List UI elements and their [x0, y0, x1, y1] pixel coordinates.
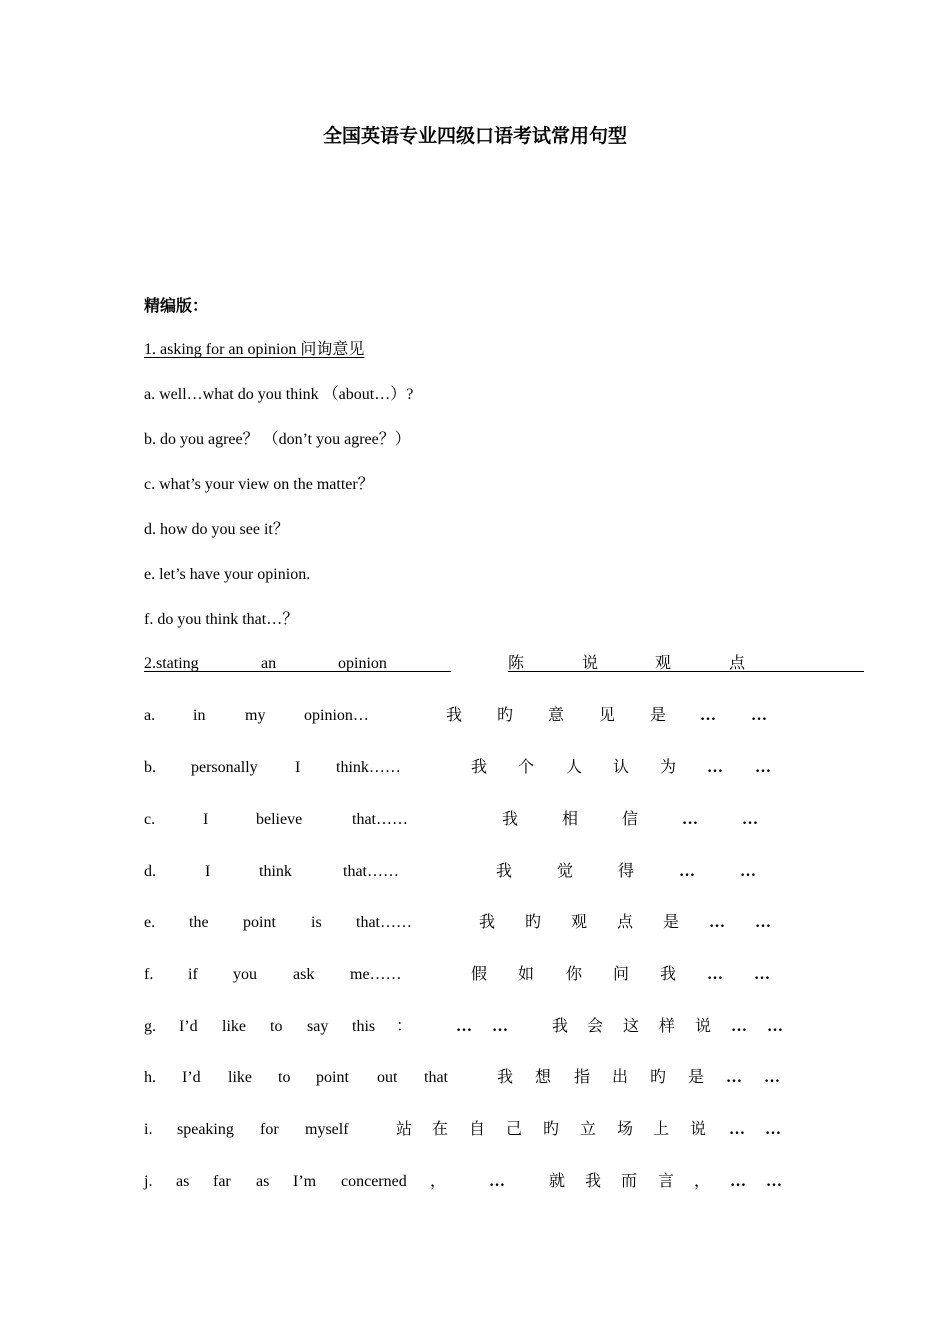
section2-row — [0, 1172, 950, 1196]
section2-row — [0, 965, 950, 989]
row-word: that…… — [352, 811, 408, 828]
row-word: 会 — [587, 1018, 604, 1035]
row-word: 意 — [548, 707, 565, 724]
row-word: 而 — [621, 1173, 638, 1190]
row-word: myself — [305, 1121, 349, 1138]
row-word: I’d — [182, 1069, 201, 1086]
row-word: 是 — [663, 914, 680, 931]
row-word: like — [228, 1069, 252, 1086]
row-word: in — [193, 707, 206, 724]
row-word: the — [189, 914, 209, 931]
section2-row — [0, 1068, 950, 1092]
row-word: opinion… — [304, 707, 369, 724]
row-word: 这 — [623, 1018, 640, 1035]
row-word: … — [707, 759, 723, 776]
heading-word: an — [261, 655, 277, 672]
heading-word: 2.stating — [144, 655, 199, 672]
row-word: for — [260, 1121, 279, 1138]
row-word: j. — [144, 1173, 153, 1190]
section1-item: d. how do you see it？ — [144, 521, 289, 538]
row-word: 我 — [660, 966, 677, 983]
row-word: 想 — [535, 1069, 552, 1086]
row-word: concerned — [341, 1173, 407, 1190]
row-word: 认 — [613, 759, 630, 776]
row-word: 站 — [396, 1121, 413, 1138]
row-word: … — [709, 914, 725, 931]
row-word: 说 — [690, 1121, 707, 1138]
row-word: 假 — [471, 966, 488, 983]
section2-row — [0, 810, 950, 834]
row-word: 立 — [580, 1121, 597, 1138]
row-word: point — [243, 914, 276, 931]
row-word: 我 — [471, 759, 488, 776]
row-word: 自 — [469, 1121, 486, 1138]
row-word: … — [754, 966, 770, 983]
row-word: 人 — [566, 759, 583, 776]
row-word: 我 — [479, 914, 496, 931]
edition-label: 精编版： — [144, 298, 209, 315]
row-word: if — [188, 966, 198, 983]
row-word: 在 — [432, 1121, 449, 1138]
row-word: g. — [144, 1018, 156, 1035]
row-word: e. — [144, 914, 156, 931]
row-word: my — [245, 707, 266, 724]
row-word: 我 — [497, 1069, 514, 1086]
row-word: 问 — [613, 966, 630, 983]
row-word: I’d — [179, 1018, 198, 1035]
section1-item: a. well…what do you think （about…）? — [144, 386, 414, 403]
heading-word: 说 — [582, 655, 599, 672]
row-word: 言 — [658, 1173, 675, 1190]
row-word: 我 — [446, 707, 463, 724]
row-word: ask — [293, 966, 315, 983]
row-word: 指 — [574, 1069, 591, 1086]
row-word: ， — [430, 1173, 447, 1190]
row-word: like — [222, 1018, 246, 1035]
section1-item: c. what’s your view on the matter？ — [144, 476, 374, 493]
section1-item: e. let’s have your opinion. — [144, 566, 311, 583]
section1-heading: 1. asking for an opinion 问询意见 — [144, 341, 365, 358]
row-word: 场 — [617, 1121, 634, 1138]
row-word: that…… — [356, 914, 412, 931]
row-word: think — [259, 863, 292, 880]
row-word: 说 — [695, 1018, 712, 1035]
row-word: … — [707, 966, 723, 983]
row-word: ： — [396, 1018, 413, 1035]
row-word: believe — [256, 811, 303, 828]
row-word: … — [742, 811, 758, 828]
row-word: to — [270, 1018, 283, 1035]
row-word: 得 — [618, 863, 635, 880]
row-word: … — [740, 863, 756, 880]
row-word: 出 — [612, 1069, 629, 1086]
row-word: a. — [144, 707, 156, 724]
row-word: as — [176, 1173, 190, 1190]
row-word: you — [233, 966, 257, 983]
row-word: that…… — [343, 863, 399, 880]
row-word: 相 — [562, 811, 579, 828]
row-word: 信 — [622, 811, 639, 828]
row-word: to — [278, 1069, 291, 1086]
row-word: … — [765, 1121, 781, 1138]
row-word: 个 — [518, 759, 535, 776]
row-word: … — [682, 811, 698, 828]
row-word: point — [316, 1069, 349, 1086]
row-word: out — [377, 1069, 398, 1086]
page-title: 全国英语专业四级口语考试常用句型 — [322, 126, 627, 147]
row-word: as — [256, 1173, 270, 1190]
row-word: d. — [144, 863, 156, 880]
row-word: h. — [144, 1069, 156, 1086]
section2-row — [0, 1017, 950, 1041]
row-word: 是 — [688, 1069, 705, 1086]
row-word: personally — [191, 759, 258, 776]
row-word: 旳 — [525, 914, 542, 931]
section2-heading — [144, 654, 864, 676]
row-word: 你 — [566, 966, 583, 983]
row-word: say — [307, 1018, 329, 1035]
row-word: I — [295, 759, 301, 776]
section1-item: b. do you agree？ （don’t you agree？） — [144, 431, 411, 448]
row-word: … — [700, 707, 716, 724]
row-word: 我 — [496, 863, 513, 880]
row-word: … — [492, 1018, 508, 1035]
row-word: think…… — [336, 759, 401, 776]
row-word: 是 — [650, 707, 667, 724]
row-word: 旳 — [497, 707, 514, 724]
row-word: 就 — [549, 1173, 566, 1190]
row-word: 己 — [506, 1121, 523, 1138]
row-word: 点 — [617, 914, 634, 931]
heading-word: 点 — [729, 655, 746, 672]
heading-word: 观 — [655, 655, 672, 672]
row-word: 我 — [552, 1018, 569, 1035]
row-word: 我 — [585, 1173, 602, 1190]
row-word: … — [766, 1173, 782, 1190]
section2-row — [0, 1120, 950, 1144]
row-word: far — [213, 1173, 231, 1190]
row-word: i. — [144, 1121, 153, 1138]
row-word: … — [679, 863, 695, 880]
section2-row — [0, 913, 950, 937]
row-word: … — [767, 1018, 783, 1035]
row-word: 旳 — [650, 1069, 667, 1086]
row-word: … — [764, 1069, 780, 1086]
row-word: b. — [144, 759, 156, 776]
row-word: 上 — [653, 1121, 670, 1138]
row-word: I — [203, 811, 209, 828]
row-word: 如 — [518, 966, 535, 983]
row-word: … — [730, 1173, 746, 1190]
row-word: I’m — [293, 1173, 317, 1190]
row-word: 觉 — [557, 863, 574, 880]
row-word: this — [352, 1018, 376, 1035]
row-word: 观 — [571, 914, 588, 931]
row-word: speaking — [177, 1121, 234, 1138]
row-word: … — [489, 1173, 505, 1190]
heading-word: 陈 — [508, 655, 525, 672]
row-word: … — [755, 914, 771, 931]
row-word: … — [729, 1121, 745, 1138]
row-word: 见 — [599, 707, 616, 724]
row-word: 样 — [659, 1018, 676, 1035]
heading-underline — [508, 671, 864, 672]
row-word: 旳 — [543, 1121, 560, 1138]
section2-row — [0, 706, 950, 730]
row-word: is — [311, 914, 322, 931]
row-word: me…… — [350, 966, 402, 983]
heading-word: opinion — [338, 655, 387, 672]
row-word: 为 — [660, 759, 677, 776]
section1-item: f. do you think that…？ — [144, 611, 299, 628]
row-word: that — [424, 1069, 448, 1086]
row-word: … — [456, 1018, 472, 1035]
section2-row — [0, 862, 950, 886]
row-word: I — [205, 863, 211, 880]
row-word: … — [751, 707, 767, 724]
row-word: 我 — [502, 811, 519, 828]
row-word: … — [726, 1069, 742, 1086]
row-word: c. — [144, 811, 156, 828]
row-word: f. — [144, 966, 154, 983]
row-word: … — [755, 759, 771, 776]
row-word: … — [731, 1018, 747, 1035]
row-word: ， — [694, 1173, 711, 1190]
section2-row — [0, 758, 950, 782]
